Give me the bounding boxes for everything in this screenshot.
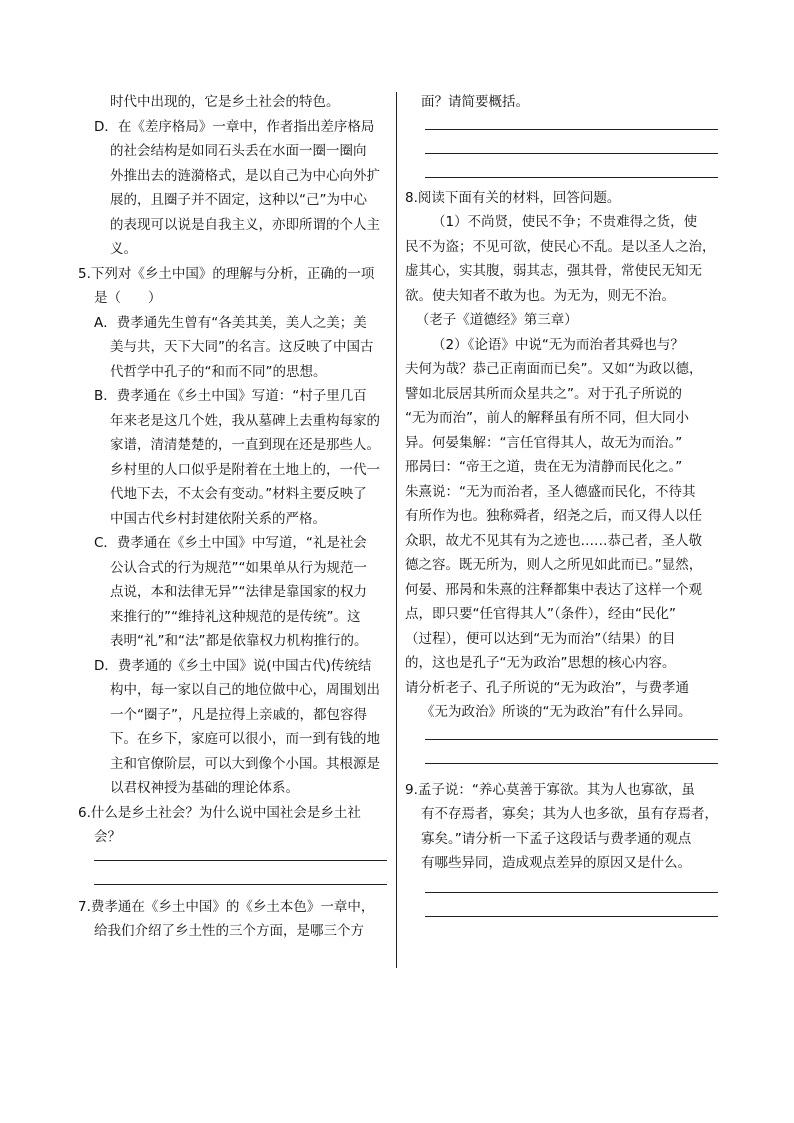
question-7-stem-tail: 面？请简要概括。 (421, 94, 529, 110)
q8-material-2 (405, 333, 725, 676)
option-line: 美与共，天下大同”的名言。这反映了中国古 (110, 339, 374, 355)
answer-line[interactable] (425, 739, 718, 740)
material-line: 朱熹说：“无为而治者，圣人德盛而民化，不待其 (405, 483, 696, 500)
material-line: 民不为盗；不见可欲，使民心不乱。是以圣人之治， (405, 238, 716, 255)
option-line: 下。在乡下，家庭可以很小，而一到有钱的地 (110, 731, 380, 747)
material-line: （1）不尚贤，使民不争；不贵难得之货，使 (432, 214, 698, 230)
option-line: 的表现可以说是自我主义，亦即所谓的个人主 (110, 216, 380, 233)
answer-line[interactable] (425, 892, 718, 893)
answer-line[interactable] (94, 860, 387, 861)
question-9 (405, 778, 725, 917)
q5-option-a (78, 311, 390, 385)
material-line: 异。何晏集解：“言任官得其人，故无为而治。” (405, 434, 683, 451)
question-9-stem: 9.孟子说：“养心莫善于寡欲。其为人也寡欲，虽 (405, 781, 695, 798)
material-source: （老子《道德经》第三章） (415, 312, 578, 328)
left-column (78, 90, 390, 944)
option-line: C．费孝通在《乡土中国》中写道，“礼是社会 (94, 535, 367, 551)
option-line: 代地下去，不太会有变动。”材料主要反映了 (110, 486, 367, 502)
option-line: 表明“礼”和“法”都是依靠权力机构推行的。 (110, 633, 368, 649)
q4-option-d (78, 115, 390, 262)
option-line: 点说，本和法律无异”“法律是靠国家的权力 (110, 584, 367, 600)
right-column (405, 90, 725, 917)
material-line: 虚其心，实其腹，弱其志，强其骨，常使民无知无 (405, 263, 702, 279)
material-line: （过程），便可以达到“无为而治”（结果）的目 (405, 630, 676, 647)
question-6 (78, 801, 390, 885)
option-line: 外推出去的涟漪格式，是以自己为中心向外扩 (110, 167, 380, 184)
option-line: D．费孝通的《乡土中国》说(中国古代)传统结 (94, 657, 372, 674)
question-7 (78, 895, 390, 944)
q5-option-b (78, 384, 390, 531)
material-line: （2）《论语》中说“无为而治者其舜也与？ (432, 336, 684, 353)
option-line: 乡村里的人口似乎是附着在土地上的，一代一 (110, 461, 380, 478)
material-line: 有所作为也。独称舜者，绍尧之后，而又得人以任 (405, 508, 702, 524)
answer-line[interactable] (425, 153, 718, 154)
option-line: 中国古代乡村封建依附关系的严格。 (110, 510, 326, 527)
option-line: D．在《差序格局》一章中，作者指出差序格局 (94, 118, 375, 135)
material-line: “无为而治”，前人的解释虽有所不同，但大同小 (405, 410, 689, 426)
option-line: 代哲学中孔子的“和而不同”的思想。 (110, 363, 327, 380)
option-line: 构中，每一家以自己的地位做中心，周围划出 (110, 682, 380, 698)
question-7-stem: 给我们介绍了乡土性的三个方面，是哪三个方 (94, 923, 364, 939)
option-line: 来推行的”“维持礼这种规范的是传统”。这 (110, 608, 361, 625)
option-line: 年来老是这几个姓，我从墓碑上去重构每家的 (110, 412, 380, 429)
material-line: 譬如北辰居其所而众星共之”。对于孔子所说的 (405, 385, 682, 402)
question-8-prompt: 《无为政治》所谈的“无为政治”有什么异同。 (421, 704, 692, 720)
q4-option-d-prev-tail: 时代中出现的，它是乡土社会的特色。 (110, 94, 340, 110)
material-line: 的，这也是孔子“无为政治”思想的核心内容。 (405, 655, 676, 671)
material-line: 夫何为哉？恭己正南面而已矣”。又如“为政以德， (405, 361, 703, 377)
q5-option-c (78, 531, 390, 654)
question-5-stem: 5.下列对《乡土中国》的理解与分析，正确的一项 (78, 265, 375, 282)
material-line: 点，即只要“任官得其人”（条件），经由“民化” (405, 606, 676, 622)
material-line: 何晏、邢昺和朱熹的注释都集中表达了这样一个观 (405, 581, 702, 598)
option-line: 公认合式的行为规范”“如果单从行为规范一 (110, 559, 367, 576)
material-line: 德之容。既无所为，则人之所见如此而已。”显然， (405, 557, 703, 573)
option-line: 主和官僚阶层，可以大到像个小国。其根源是 (110, 755, 380, 772)
answer-line[interactable] (425, 916, 718, 917)
option-line: 展的，且圈子并不固定，这种以“己”为中心 (110, 192, 367, 208)
column-divider (396, 92, 397, 968)
answer-line[interactable] (425, 129, 718, 130)
option-line: 家谱，清清楚楚的，一直到现在还是那些人。 (110, 437, 380, 453)
question-8 (405, 186, 725, 764)
question-5 (78, 262, 390, 801)
option-line: B．费孝通在《乡土中国》写道：“村子里几百 (94, 388, 367, 404)
question-5-stem: 是（ ） (94, 290, 162, 306)
material-line: 欲。使夫知者不敢为也。为无为，则无不治。 (405, 287, 675, 304)
q5-option-d (78, 654, 390, 801)
option-line: 以君权神授为基础的理论体系。 (110, 780, 299, 796)
option-line: 义。 (110, 241, 137, 257)
option-line: 一个“圈子”，凡是拉得上亲戚的，都包容得 (110, 706, 367, 723)
question-6-stem: 会？ (94, 829, 121, 845)
question-9-stem: 有不存焉者，寡矣；其为人也多欲，虽有存焉者， (421, 806, 718, 822)
material-line: 众职，故尤不见其有为之迹也……恭己者，圣人敬 (405, 532, 702, 549)
q8-material-1 (405, 210, 725, 333)
question-8-prompt: 请分析老子、孔子所说的“无为政治”，与费孝通 (405, 679, 689, 696)
question-9-stem: 寡矣。”请分析一下孟子这段话与费孝通的观点 (421, 830, 692, 847)
question-7-stem: 7.费孝通在《乡土中国》的《乡土本色》一章中， (78, 898, 375, 915)
question-8-stem: 8.阅读下面有关的材料，回答问题。 (405, 189, 621, 206)
material-line: 邢昺曰：“帝王之道，贵在无为清静而民化之。” (405, 459, 683, 475)
question-6-stem: 6.什么是乡土社会？为什么说中国社会是乡土社 (78, 804, 361, 821)
question-9-stem: 有哪些异同，造成观点差异的原因又是什么。 (421, 855, 691, 871)
option-line: 的社会结构是如同石头丢在水面一圈一圈向 (110, 143, 367, 159)
option-line: A．费孝通先生曾有“各美其美，美人之美；美 (94, 314, 367, 331)
